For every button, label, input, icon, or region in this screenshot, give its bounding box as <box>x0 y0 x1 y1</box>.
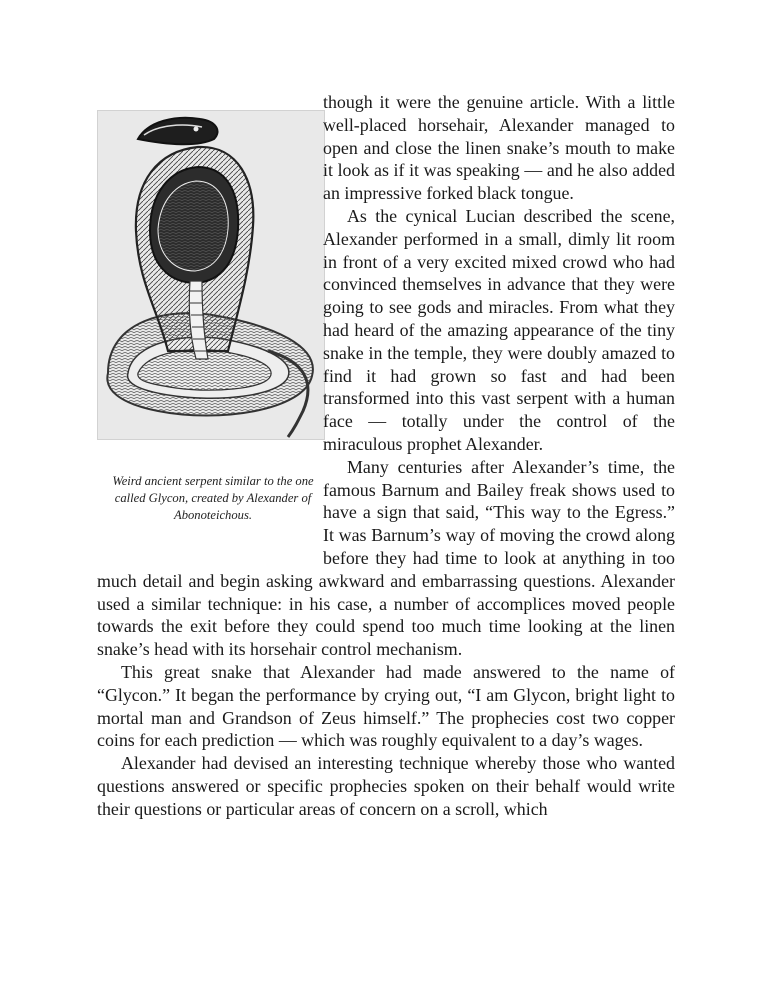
paragraph-3: Many centuries after Alexander’s time, the famous Barnum and Bailey freak shows used to have a sign that said, “This way to the Egress.” It was Barnum’s way of moving the crowd along before they had time to look at anything in too much detail and begin asking awkward and embarrassing questions. Alexander used a similar technique: in his case, a number of accomplices moved people towards the exit before they could spend too much time looking at the linen snake’s head with its horsehair control mechanism. <box>97 456 675 660</box>
paragraph-1: though it were the genuine article. With a little well-placed horsehair, Alexander managed to open and close the linen snake’s mouth to make it look as if it was speaking — and he also added an impressive forked black tongue. <box>323 92 675 204</box>
paragraph-5: Alexander had devised an interesting technique whereby those who wanted questions answered or specific prophecies spoken on their behalf would write their questions or particular areas of concern on a scroll, which <box>97 753 675 819</box>
figure-float-spacer <box>97 91 323 555</box>
paragraph-2: As the cynical Lucian described the scene, Alexander performed in a small, dimly lit room in front of a very excited mixed crowd who had convinced themselves in advance that they were going to see gods and miracles. From what they had heard of the amazing appearance of the tiny snake in the temple, they were doubly amazed to find it had grown so fast and had been transformed into this vast serpent with a human face — totally under the control of the miraculous prophet Alexander. <box>323 205 675 454</box>
body-text <box>97 91 675 821</box>
figure-caption: Weird ancient serpent similar to the one called Glycon, created by Alexander of Abonoteichous. <box>112 474 314 522</box>
paragraph-4: This great snake that Alexander had made answered to the name of “Glycon.” It began the performance by crying out, “I am Glycon, bright light to mortal man and Grandson of Zeus himself.” The prophecies cost two copper coins for each prediction — which was roughly equivalent to a day’s wages. <box>97 661 675 751</box>
